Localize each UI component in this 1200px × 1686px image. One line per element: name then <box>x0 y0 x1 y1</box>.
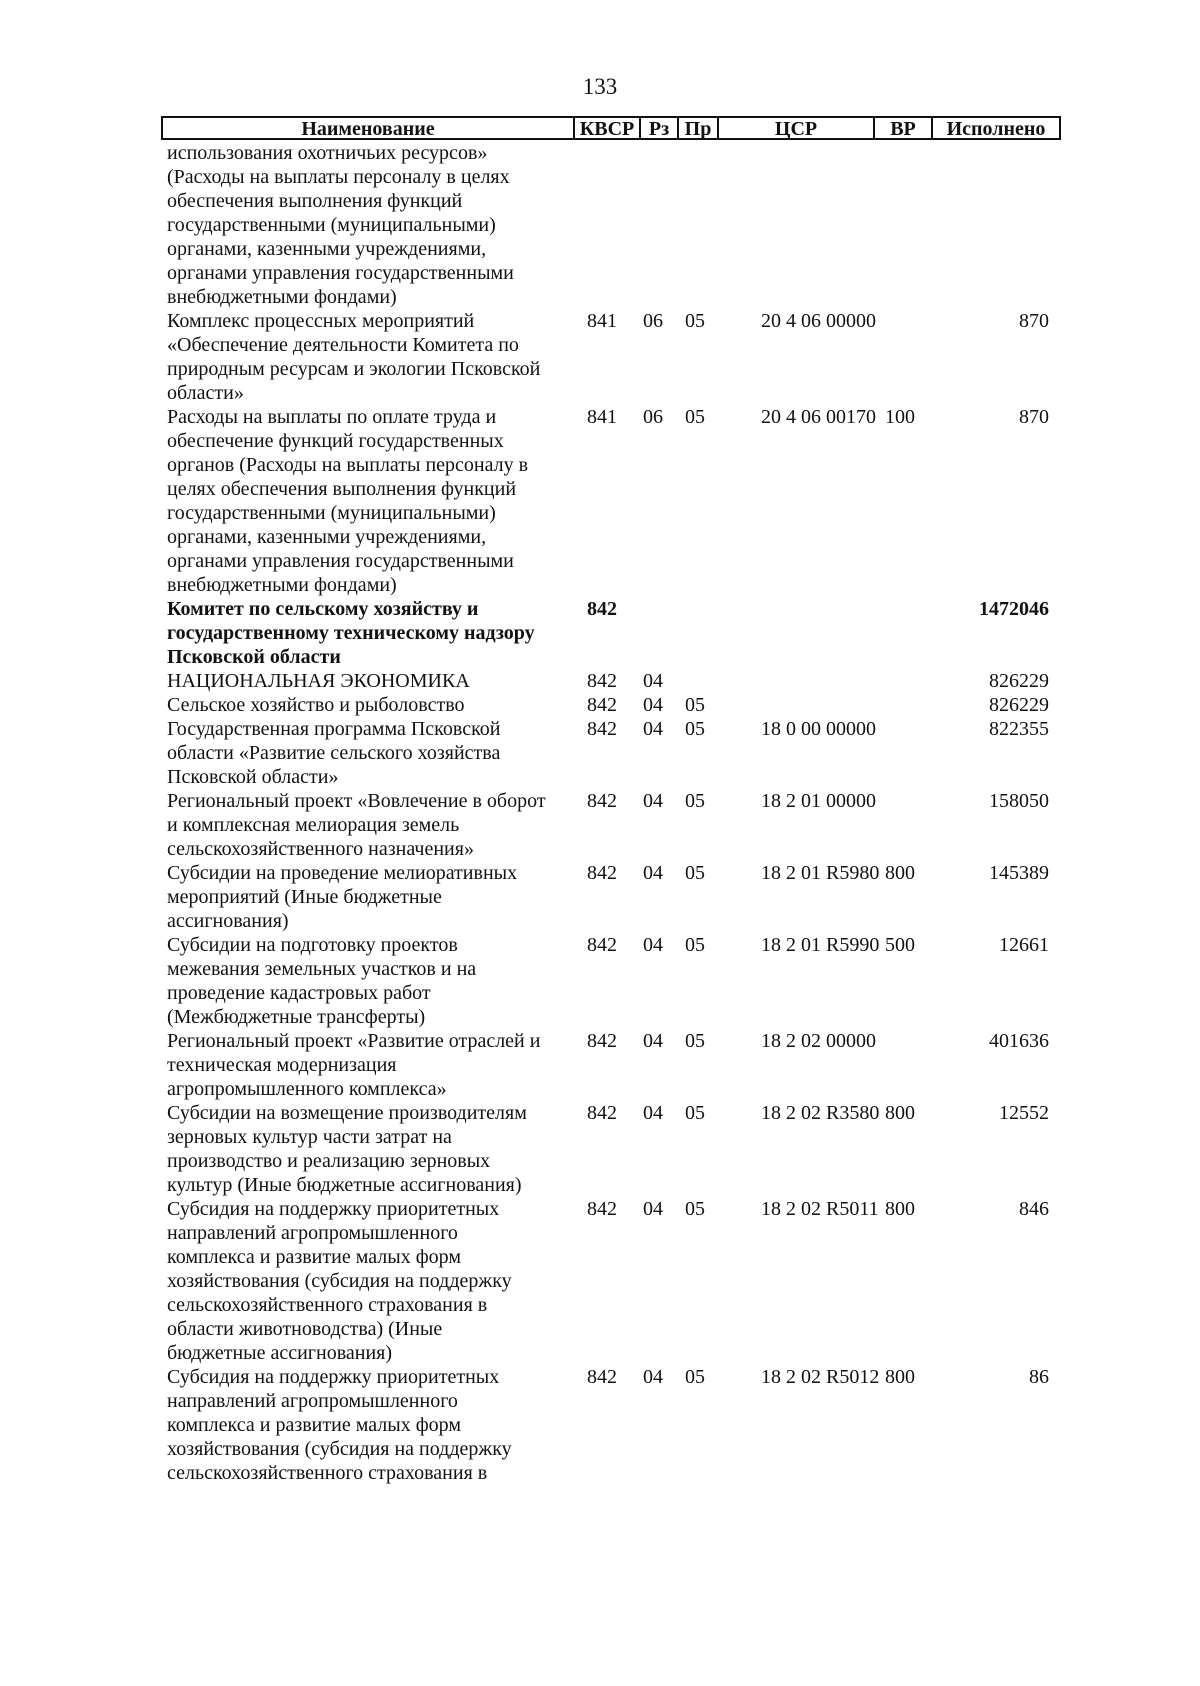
row-csr: 18 2 01 R5990 <box>761 934 880 956</box>
row-pr: 05 <box>685 1366 705 1388</box>
row-pr: 05 <box>685 1030 705 1052</box>
row-name: Субсидия на поддержку приоритетных направлений агропромышленного комплекса и развитие малых форм хозяйствования (субсидия на поддержку сельскохозяйственного страхования в области животноводства) (Иные бюджетные ассигнования) <box>167 1198 512 1364</box>
row-name: Субсидии на возмещение производителям зерновых культур части затрат на производство и реализацию зерновых культур (Иные бюджетные ассигнования) <box>167 1102 527 1196</box>
row-done: 158050 <box>989 790 1049 812</box>
row-kvsr: 841 <box>587 406 617 428</box>
table-row <box>161 861 1061 933</box>
row-csr: 18 2 01 00000 <box>761 790 876 812</box>
row-vr: 500 <box>885 934 915 956</box>
row-csr: 18 2 02 00000 <box>761 1030 876 1052</box>
row-rz: 06 <box>643 406 663 428</box>
row-rz: 04 <box>643 1102 663 1124</box>
row-csr: 20 4 06 00000 <box>761 310 876 332</box>
row-kvsr: 842 <box>587 790 617 812</box>
table-row <box>161 669 1061 693</box>
row-done: 822355 <box>989 718 1049 740</box>
row-done: 401636 <box>989 1030 1049 1052</box>
table-row <box>161 309 1061 405</box>
header-pr: Пр <box>677 118 717 138</box>
table-header <box>161 116 1061 140</box>
header-rz: Рз <box>639 118 677 138</box>
row-kvsr: 842 <box>587 718 617 740</box>
row-vr: 100 <box>885 406 915 428</box>
table-row <box>161 1029 1061 1101</box>
row-done: 12661 <box>999 934 1049 956</box>
row-name: Субсидия на поддержку приоритетных направлений агропромышленного комплекса и развитие малых форм хозяйствования (субсидия на поддержку сельскохозяйственного страхования в <box>167 1366 512 1484</box>
table-row <box>161 789 1061 861</box>
row-done: 1472046 <box>979 598 1049 620</box>
page-number: 133 <box>582 74 618 99</box>
row-rz: 04 <box>643 670 663 692</box>
row-name: Сельское хозяйство и рыболовство <box>167 694 465 716</box>
row-csr: 18 2 01 R5980 <box>761 862 880 884</box>
row-kvsr: 842 <box>587 670 617 692</box>
row-done: 86 <box>1029 1366 1049 1388</box>
table-body <box>161 141 1061 1485</box>
row-name: Расходы на выплаты по оплате труда и обеспечение функций государственных органов (Расходы на выплаты персоналу в целях обеспечения выполнения функций государственными (муниципальными) органами, казенными учреждениями, органами управления государственными внебюджетными фондами) <box>167 406 529 596</box>
row-pr: 05 <box>685 1198 705 1220</box>
table-row <box>161 1101 1061 1197</box>
row-pr: 05 <box>685 718 705 740</box>
table-row <box>161 933 1061 1029</box>
row-kvsr: 842 <box>587 1102 617 1124</box>
row-kvsr: 842 <box>587 1366 617 1388</box>
row-kvsr: 842 <box>587 1198 617 1220</box>
budget-table <box>161 116 1061 1485</box>
row-name: НАЦИОНАЛЬНАЯ ЭКОНОМИКА <box>167 670 470 692</box>
row-pr: 05 <box>685 406 705 428</box>
header-kvsr: КВСР <box>573 118 639 138</box>
header-done: Исполнено <box>931 118 1059 138</box>
row-kvsr: 842 <box>587 862 617 884</box>
table-row <box>161 1197 1061 1365</box>
row-rz: 04 <box>643 1366 663 1388</box>
table-row <box>161 597 1061 669</box>
row-kvsr: 841 <box>587 310 617 332</box>
row-name: Комплекс процессных мероприятий «Обеспечение деятельности Комитета по природным ресурсам и экологии Псковской области» <box>167 310 541 404</box>
row-csr: 18 2 02 R5012 <box>761 1366 880 1388</box>
row-rz: 04 <box>643 1198 663 1220</box>
row-name: Региональный проект «Вовлечение в оборот и комплексная мелиорация земель сельскохозяйственного назначения» <box>167 790 546 860</box>
row-pr: 05 <box>685 1102 705 1124</box>
row-done: 12552 <box>999 1102 1049 1124</box>
row-rz: 04 <box>643 790 663 812</box>
row-done: 846 <box>1019 1198 1049 1220</box>
row-rz: 04 <box>643 862 663 884</box>
row-rz: 04 <box>643 1030 663 1052</box>
row-csr: 18 2 02 R5011 <box>761 1198 879 1220</box>
row-vr: 800 <box>885 1366 915 1388</box>
table-row <box>161 141 1061 309</box>
row-vr: 800 <box>885 1198 915 1220</box>
table-row <box>161 693 1061 717</box>
row-name: Субсидии на проведение мелиоративных мероприятий (Иные бюджетные ассигнования) <box>167 862 518 932</box>
row-done: 870 <box>1019 310 1049 332</box>
row-rz: 04 <box>643 718 663 740</box>
row-kvsr: 842 <box>587 1030 617 1052</box>
header-name: Наименование <box>301 118 435 140</box>
table-row <box>161 717 1061 789</box>
row-pr: 05 <box>685 694 705 716</box>
row-csr: 18 0 00 00000 <box>761 718 876 740</box>
row-csr: 20 4 06 00170 <box>761 406 876 428</box>
row-done: 826229 <box>989 670 1049 692</box>
row-pr: 05 <box>685 310 705 332</box>
header-vr: ВР <box>873 118 931 138</box>
table-row <box>161 1365 1061 1485</box>
row-vr: 800 <box>885 862 915 884</box>
row-rz: 04 <box>643 694 663 716</box>
row-name: Региональный проект «Развитие отраслей и техническая модернизация агропромышленного комплекса» <box>167 1030 541 1100</box>
row-done: 826229 <box>989 694 1049 716</box>
row-pr: 05 <box>685 934 705 956</box>
row-rz: 04 <box>643 934 663 956</box>
row-name: использования охотничьих ресурсов» (Расходы на выплаты персоналу в целях обеспечения выполнения функций государственными (муниципальными) органами, казенными учреждениями, органами управления государственными внебюджетными фондами) <box>167 142 514 308</box>
row-name: Государственная программа Псковской области «Развитие сельского хозяйства Псковской области» <box>167 718 501 788</box>
row-done: 145389 <box>989 862 1049 884</box>
row-name: Комитет по сельскому хозяйству и государственному техническому надзору Псковской области <box>167 598 535 668</box>
table-row <box>161 405 1061 597</box>
row-rz: 06 <box>643 310 663 332</box>
row-name: Субсидии на подготовку проектов межевания земельных участков и на проведение кадастровых работ (Межбюджетные трансферты) <box>167 934 477 1028</box>
header-csr: ЦСР <box>717 118 873 138</box>
row-vr: 800 <box>885 1102 915 1124</box>
row-pr: 05 <box>685 790 705 812</box>
row-kvsr: 842 <box>587 694 617 716</box>
row-pr: 05 <box>685 862 705 884</box>
row-csr: 18 2 02 R3580 <box>761 1102 880 1124</box>
row-kvsr: 842 <box>587 934 617 956</box>
row-kvsr: 842 <box>587 598 617 620</box>
row-done: 870 <box>1019 406 1049 428</box>
